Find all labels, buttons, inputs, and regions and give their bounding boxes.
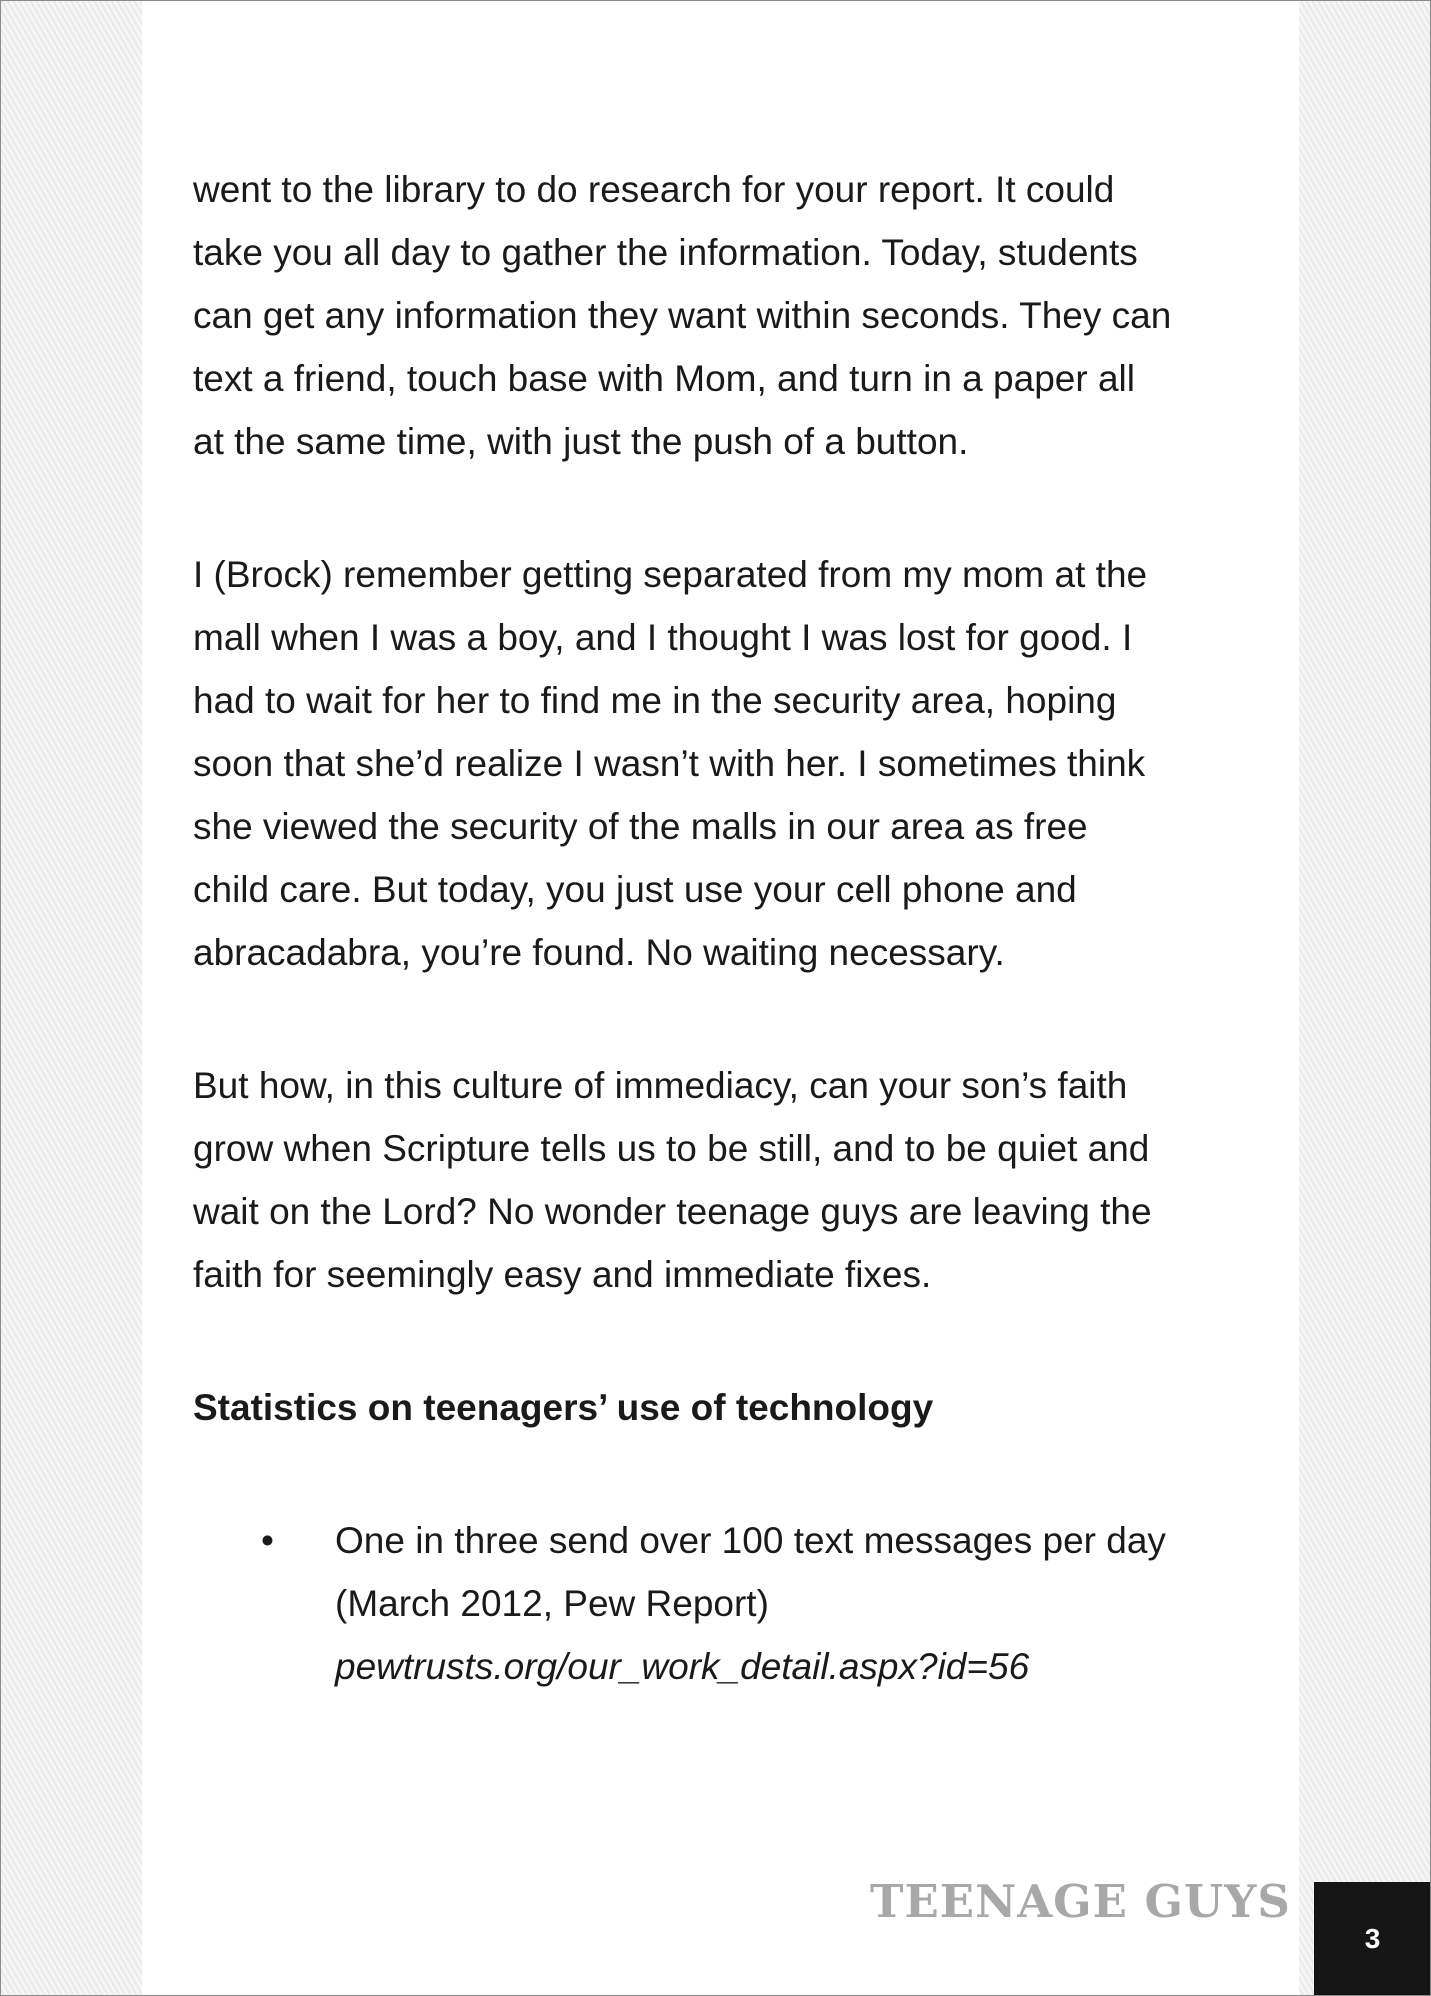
bullet-source: (March 2012, Pew Report) [335,1583,769,1624]
text-line: soon that she’d realize I wasn’t with her. I sometimes think [193,743,1146,784]
text-line: take you all day to gather the information. Today, students [193,232,1138,273]
bullet-icon: • [261,1520,274,1561]
text-line: mall when I was a boy, and I thought I was lost for good. I [193,617,1133,658]
paragraph-2 [193,543,1253,984]
text-line: text a friend, touch base with Mom, and turn in a paper all [193,358,1135,399]
section-heading: Statistics on teenagers’ use of technology [193,1387,934,1428]
text-line: at the same time, with just the push of a button. [193,421,969,462]
bullet-text: One in three send over 100 text messages per day [335,1520,1166,1561]
text-line: I (Brock) remember getting separated from my mom at the [193,554,1148,595]
text-line: wait on the Lord? No wonder teenage guys are leaving the [193,1191,1152,1232]
text-line: had to wait for her to find me in the security area, hoping [193,680,1117,721]
text-line: went to the library to do research for your report. It could [193,169,1115,210]
list-item [193,1509,1253,1698]
source-link[interactable]: pewtrusts.org/our_work_detail.aspx?id=56 [335,1646,1030,1687]
text-line: grow when Scripture tells us to be still, and to be quiet and [193,1128,1150,1169]
page-number-badge [1314,1882,1431,1996]
text-line: faith for seemingly easy and immediate fixes. [193,1254,932,1295]
page-content [193,158,1253,1698]
text-line: can get any information they want within seconds. They can [193,295,1172,336]
text-line: abracadabra, you’re found. No waiting necessary. [193,932,1005,973]
text-line: child care. But today, you just use your cell phone and [193,869,1077,910]
page-number: 3 [1364,1923,1381,1954]
text-line: she viewed the security of the malls in our area as free [193,806,1088,847]
paragraph-3 [193,1054,1253,1306]
paragraph-1 [193,158,1253,473]
book-title: TEENAGE GUYS [870,1875,1291,1928]
text-line: But how, in this culture of immediacy, can your son’s faith [193,1065,1128,1106]
